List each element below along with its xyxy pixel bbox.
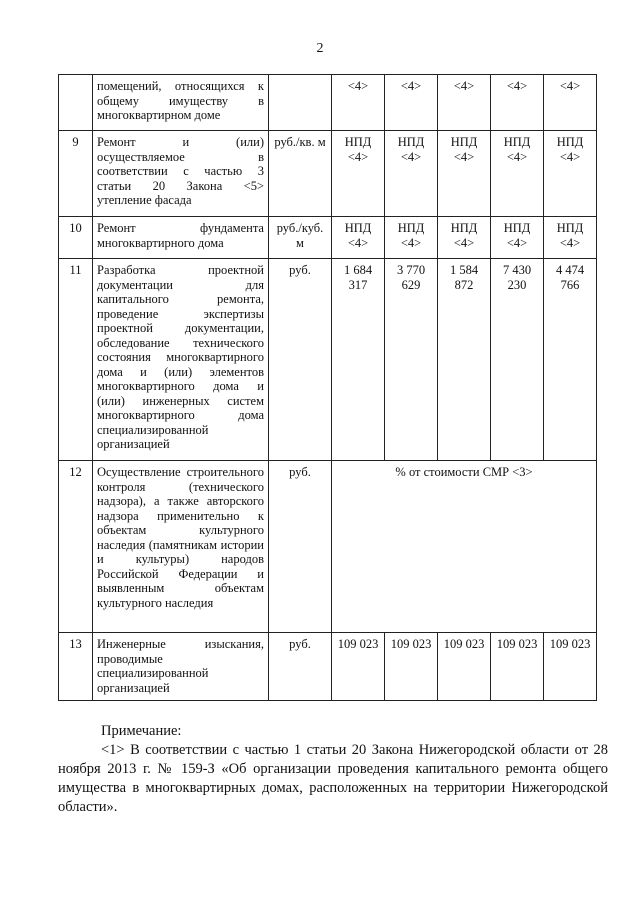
row-unit: руб. xyxy=(269,259,332,461)
row-value: 109 023 xyxy=(332,633,385,701)
row-unit: руб. xyxy=(269,633,332,701)
row-value: НПД <4> xyxy=(385,217,438,259)
row-unit xyxy=(269,75,332,131)
table-row xyxy=(59,217,597,259)
row-number: 10 xyxy=(59,217,93,259)
row-value: 109 023 xyxy=(491,633,544,701)
row-value: 4 474 766 xyxy=(544,259,597,461)
notes-section xyxy=(58,722,608,817)
row-value: НПД <4> xyxy=(332,217,385,259)
row-value: 109 023 xyxy=(385,633,438,701)
row-value: <4> xyxy=(385,75,438,131)
page-number: 2 xyxy=(316,41,324,56)
table-row xyxy=(59,131,597,217)
row-unit: руб./куб. м xyxy=(269,217,332,259)
row-description: Ремонт и (или) осуществляемое в соответствии с частью 3 статьи 20 Закона <5> утепление фасада xyxy=(93,131,269,217)
notes-heading: Примечание: xyxy=(101,723,182,739)
row-value: <4> xyxy=(332,75,385,131)
row-number: 9 xyxy=(59,131,93,217)
row-description: Осуществление строительного контроля (технического надзора), а также авторского надзора применительно к объектам культурного наследия (памятникам истории и культуры) народов Российской Федерации и выявленным объектам культурного наследия xyxy=(93,461,269,633)
table-row xyxy=(59,633,597,701)
table-row xyxy=(59,259,597,461)
row-value: 3 770 629 xyxy=(385,259,438,461)
row-value: НПД <4> xyxy=(438,217,491,259)
rates-table xyxy=(58,74,597,701)
row-value: 109 023 xyxy=(438,633,491,701)
row-description: Ремонт фундамента многоквартирного дома xyxy=(93,217,269,259)
row-value: <4> xyxy=(491,75,544,131)
row-value: 1 684 317 xyxy=(332,259,385,461)
table-row xyxy=(59,75,597,131)
row-number: 13 xyxy=(59,633,93,701)
row-value: 7 430 230 xyxy=(491,259,544,461)
row-description: Инженерные изыскания, проводимые специализированной организацией xyxy=(93,633,269,701)
row-unit: руб. xyxy=(269,461,332,633)
row-value: НПД <4> xyxy=(544,217,597,259)
table-row xyxy=(59,461,597,633)
row-value: 1 584 872 xyxy=(438,259,491,461)
row-value: НПД <4> xyxy=(332,131,385,217)
row-number: 12 xyxy=(59,461,93,633)
merged-value-cell: % от стоимости СМР <3> xyxy=(332,461,597,633)
row-value: <4> xyxy=(544,75,597,131)
row-value: НПД <4> xyxy=(491,131,544,217)
row-number: 11 xyxy=(59,259,93,461)
row-value: 109 023 xyxy=(544,633,597,701)
row-value: НПД <4> xyxy=(491,217,544,259)
note-item: <1> В соответствии с частью 1 статьи 20 Закона Нижегородской области от 28 ноября 2013 г. № 159-З «Об организации проведения капитального ремонта общего имущества в многоквартирных домах, расположенных на территории Нижегородской области». xyxy=(58,742,608,815)
row-description: помещений, относящихся к общему имуществу в многоквартирном доме xyxy=(93,75,269,131)
row-value: НПД <4> xyxy=(438,131,491,217)
row-description: Разработка проектной документации для капитального ремонта, проведение экспертизы проектной документации, обследование технического состояния многоквартирного дома и (или) элементов многоквартирного дома и (или) инженерных систем многоквартирного дома специализированной организацией xyxy=(93,259,269,461)
row-number xyxy=(59,75,93,131)
row-value: НПД <4> xyxy=(385,131,438,217)
row-value: НПД <4> xyxy=(544,131,597,217)
row-value: <4> xyxy=(438,75,491,131)
row-unit: руб./кв. м xyxy=(269,131,332,217)
